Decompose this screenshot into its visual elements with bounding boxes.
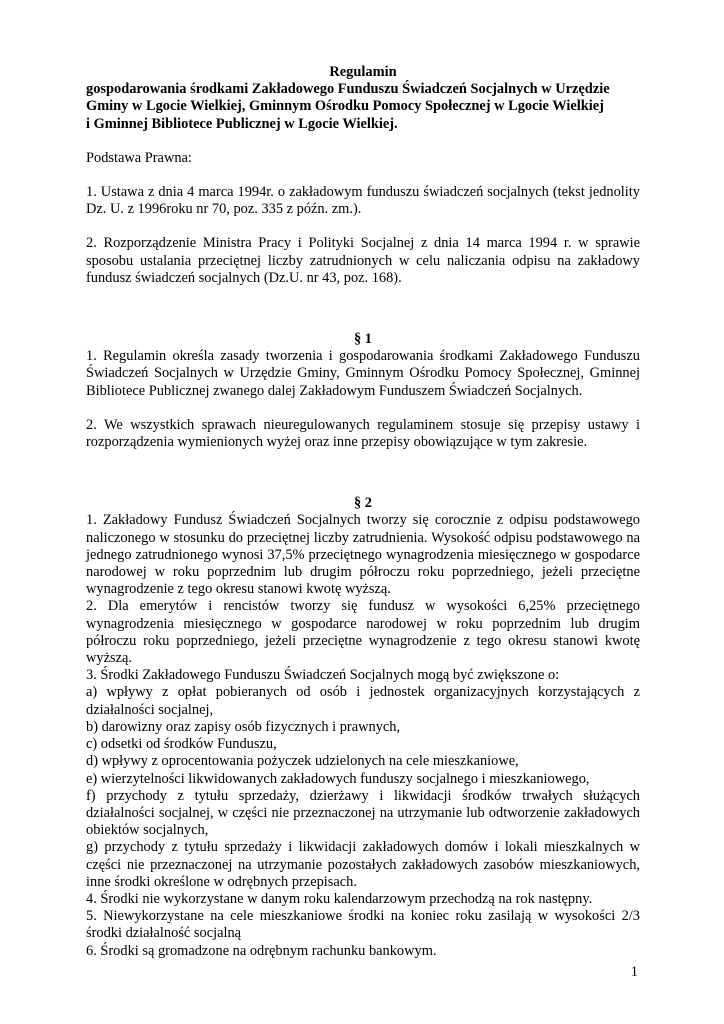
document-body: [86, 64, 640, 960]
subtitle-line: Gminy w Lgocie Wielkiej, Gminnym Ośrodku Pomocy Społecznej w Lgocie Wielkiej: [86, 98, 604, 115]
list-item: c) odsetki od środków Funduszu,: [86, 736, 277, 753]
list-item: b) darowizny oraz zapisy osób fizycznych i prawnych,: [86, 718, 401, 735]
section-paragraph: 2. We wszystkich sprawach nieuregulowanych regulaminem stosuje się przepisy ustawy i rozporządzenia wymienionych wyżej oraz inne przepisy obowiązujące w tym zakresie.: [86, 416, 640, 451]
section-paragraph: 6. Środki są gromadzone na odrębnym rachunku bankowym.: [86, 942, 437, 959]
list-item: g) przychody z tytułu sprzedaży i likwidacji zakładowych domów i lokali mieszkalnych w części nie przeznaczonej na utrzymanie pozostałych zakładowych zasobów mieszkaniowych, inne środki określone w odrębnych przepisach.: [86, 839, 640, 890]
section-paragraph: 1. Regulamin określa zasady tworzenia i gospodarowania środkami Zakładowego Funduszu Świadczeń Socjalnych w Urzędzie Gminy, Gminnym Ośrodku Pomocy Społecznej, Gminnej Bibliotece Publicznej zwanego dalej Zakładowym Funduszem Świadczeń Socjalnych.: [86, 348, 640, 399]
list-item: f) przychody z tytułu sprzedaży, dzierżawy i likwidacji środków trwałych służących działalności socjalnej, w części nie przeznaczonej na utrzymanie lub odtworzenie zakładowych obiektów socjalnych,: [86, 787, 640, 839]
section-paragraph: 5. Niewykorzystane na cele mieszkaniowe środki na koniec roku zasilają w wysokości 2/3 środki działalność socjalną: [86, 908, 640, 942]
document-title: Regulamin: [329, 64, 397, 80]
subtitle-line: i Gminnej Bibliotece Publicznej w Lgocie Wielkiej.: [86, 115, 398, 132]
section-heading: § 2: [354, 495, 372, 512]
list-item: e) wierzytelności likwidowanych zakładowych funduszy socjalnego i mieszkaniowego,: [86, 770, 590, 787]
document-subtitle: [86, 81, 640, 133]
section-paragraph: 2. Dla emerytów i rencistów tworzy się fundusz w wysokości 6,25% przeciętnego wynagrodzenia miesięcznego w gospodarce narodowej w roku poprzednim lub drugim półroczu roku poprzedniego, jeżeli przeciętne wynagrodzenie z tego okresu stanowi kwotę wyższą.: [86, 598, 640, 667]
list-item: d) wpływy z oprocentowania pożyczek udzielonych na cele mieszkaniowe,: [86, 753, 519, 770]
page-number: 1: [630, 964, 638, 980]
legal-basis-item: 2. Rozporządzenie Ministra Pracy i Polityki Socjalnej z dnia 14 marca 1994 r. w sprawie sposobu ustalania przeciętnej liczby zatrudnionych w celu naliczania odpisu na zakładowy fundusz świadczeń socjalnych (Dz.U. nr 43, poz. 168).: [86, 235, 640, 286]
section-paragraph: 3. Środki Zakładowego Funduszu Świadczeń Socjalnych mogą być zwiększone o:: [86, 667, 560, 684]
section-paragraph: 4. Środki nie wykorzystane w danym roku kalendarzowym przechodzą na rok następny.: [86, 890, 593, 907]
legal-basis-item: 1. Ustawa z dnia 4 marca 1994r. o zakładowym funduszu świadczeń socjalnych (tekst jednolity Dz. U. z 1996roku nr 70, poz. 335 z późn. zm.).: [86, 184, 640, 218]
legal-basis-label: Podstawa Prawna:: [86, 149, 192, 166]
section-paragraph: 1. Zakładowy Fundusz Świadczeń Socjalnych tworzy się corocznie z odpisu podstawowego naliczonego w stosunku do przeciętnej liczby zatrudnienia. Wysokość odpisu podstawowego na jednego zatrudnionego wynosi 37,5% przeciętnego wynagrodzenia miesięcznego w gospodarce narodowej w roku poprzednim lub drugim półroczu roku poprzedniego, jeżeli przeciętne wynagrodzenie z tego okresu stanowi kwotę wyższą.: [86, 512, 640, 598]
subtitle-line: gospodarowania środkami Zakładowego Funduszu Świadczeń Socjalnych w Urzędzie: [86, 81, 610, 98]
list-item: a) wpływy z opłat pobieranych od osób i jednostek organizacyjnych korzystających z działalności socjalnej,: [86, 684, 640, 718]
section-heading: § 1: [354, 331, 372, 348]
